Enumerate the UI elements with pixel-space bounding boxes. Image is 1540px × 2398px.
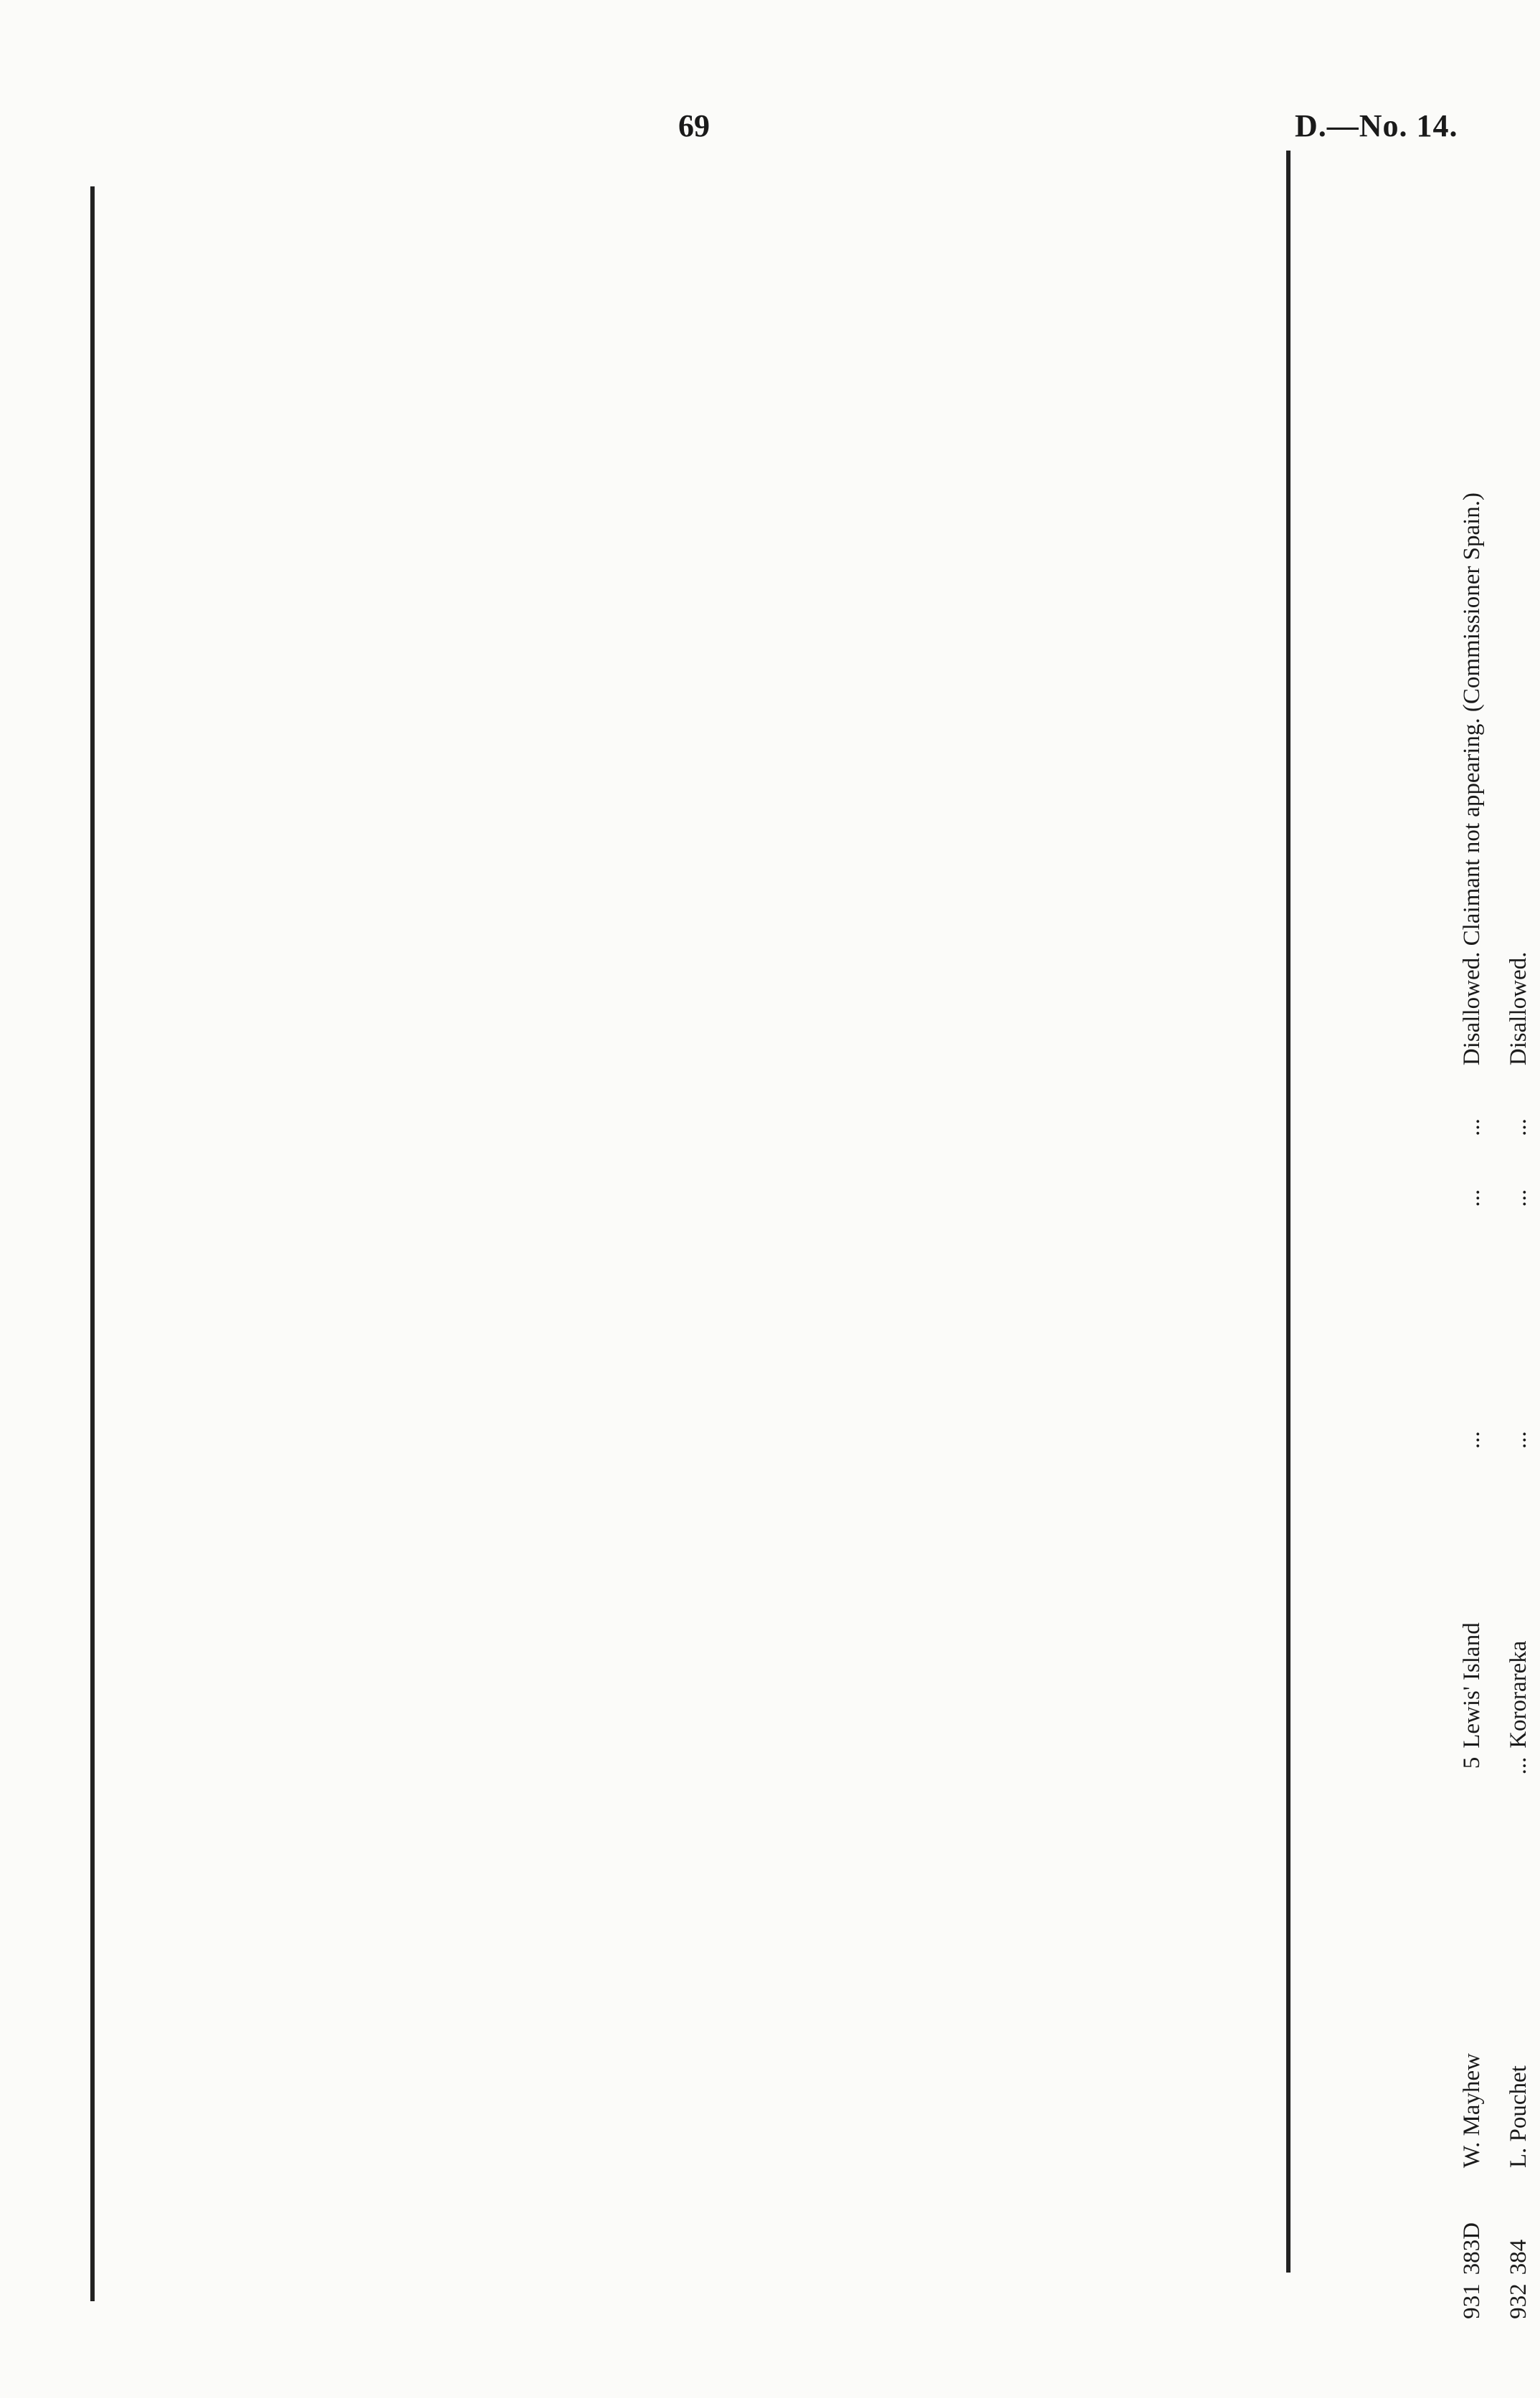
area-cell: 5	[1459, 1756, 1485, 1769]
remark-cell: Disallowed.	[1505, 951, 1531, 1066]
page-number: 69	[678, 108, 710, 143]
table-row	[1441, 0, 1488, 2394]
claimant-cell: L. Pouchet	[1505, 2065, 1531, 2169]
table-row	[1488, 0, 1534, 2394]
amount-cell: ...	[1505, 1189, 1531, 1207]
claim-number-cell: 384	[1505, 2239, 1531, 2275]
date-cell: ...	[1505, 1431, 1531, 1450]
locality-cell	[1534, 1498, 1540, 1753]
end-cell	[1488, 0, 1534, 165]
fee-cell	[1441, 165, 1488, 346]
rotated-table-frame	[1441, 0, 1540, 2394]
area-cell: ...	[1505, 1756, 1531, 1775]
serial-cell: 931	[1459, 2283, 1485, 2319]
right-border-rule	[1286, 151, 1291, 2273]
amount-cell: ...	[1459, 1189, 1485, 1207]
date-cell	[1534, 1382, 1540, 1498]
remark-cell	[1534, 346, 1540, 1070]
left-border-rule	[90, 186, 95, 2301]
grant-area-cell: ...	[1459, 1118, 1485, 1136]
grant-area-cell: ...	[1505, 1118, 1531, 1136]
grant-area-cell	[1534, 1070, 1540, 1185]
amount-cell	[1534, 1185, 1540, 1382]
locality-cell: Lewis' Island	[1459, 1622, 1485, 1748]
remark-cell: Disallowed. Claimant not appearing. (Commissioner Spain.)	[1459, 492, 1485, 1066]
date-cell: ...	[1459, 1431, 1485, 1450]
table-row	[1534, 0, 1540, 2394]
area-cell	[1534, 1753, 1540, 1860]
claimant-cell: W. Mayhew	[1459, 2053, 1485, 2169]
fee-cell	[1534, 165, 1540, 346]
claim-number-cell	[1534, 2172, 1540, 2279]
document-reference: D.—No. 14.	[1295, 108, 1458, 143]
locality-cell: Kororareka	[1505, 1640, 1531, 1748]
claimant-cell	[1534, 1860, 1540, 2172]
end-cell	[1441, 0, 1488, 165]
serial-cell	[1534, 2279, 1540, 2394]
claims-table	[1441, 0, 1540, 2394]
claim-number-cell: 383D	[1459, 2222, 1485, 2275]
serial-cell: 932	[1505, 2283, 1531, 2319]
fee-cell	[1488, 165, 1534, 346]
end-cell	[1534, 0, 1540, 165]
